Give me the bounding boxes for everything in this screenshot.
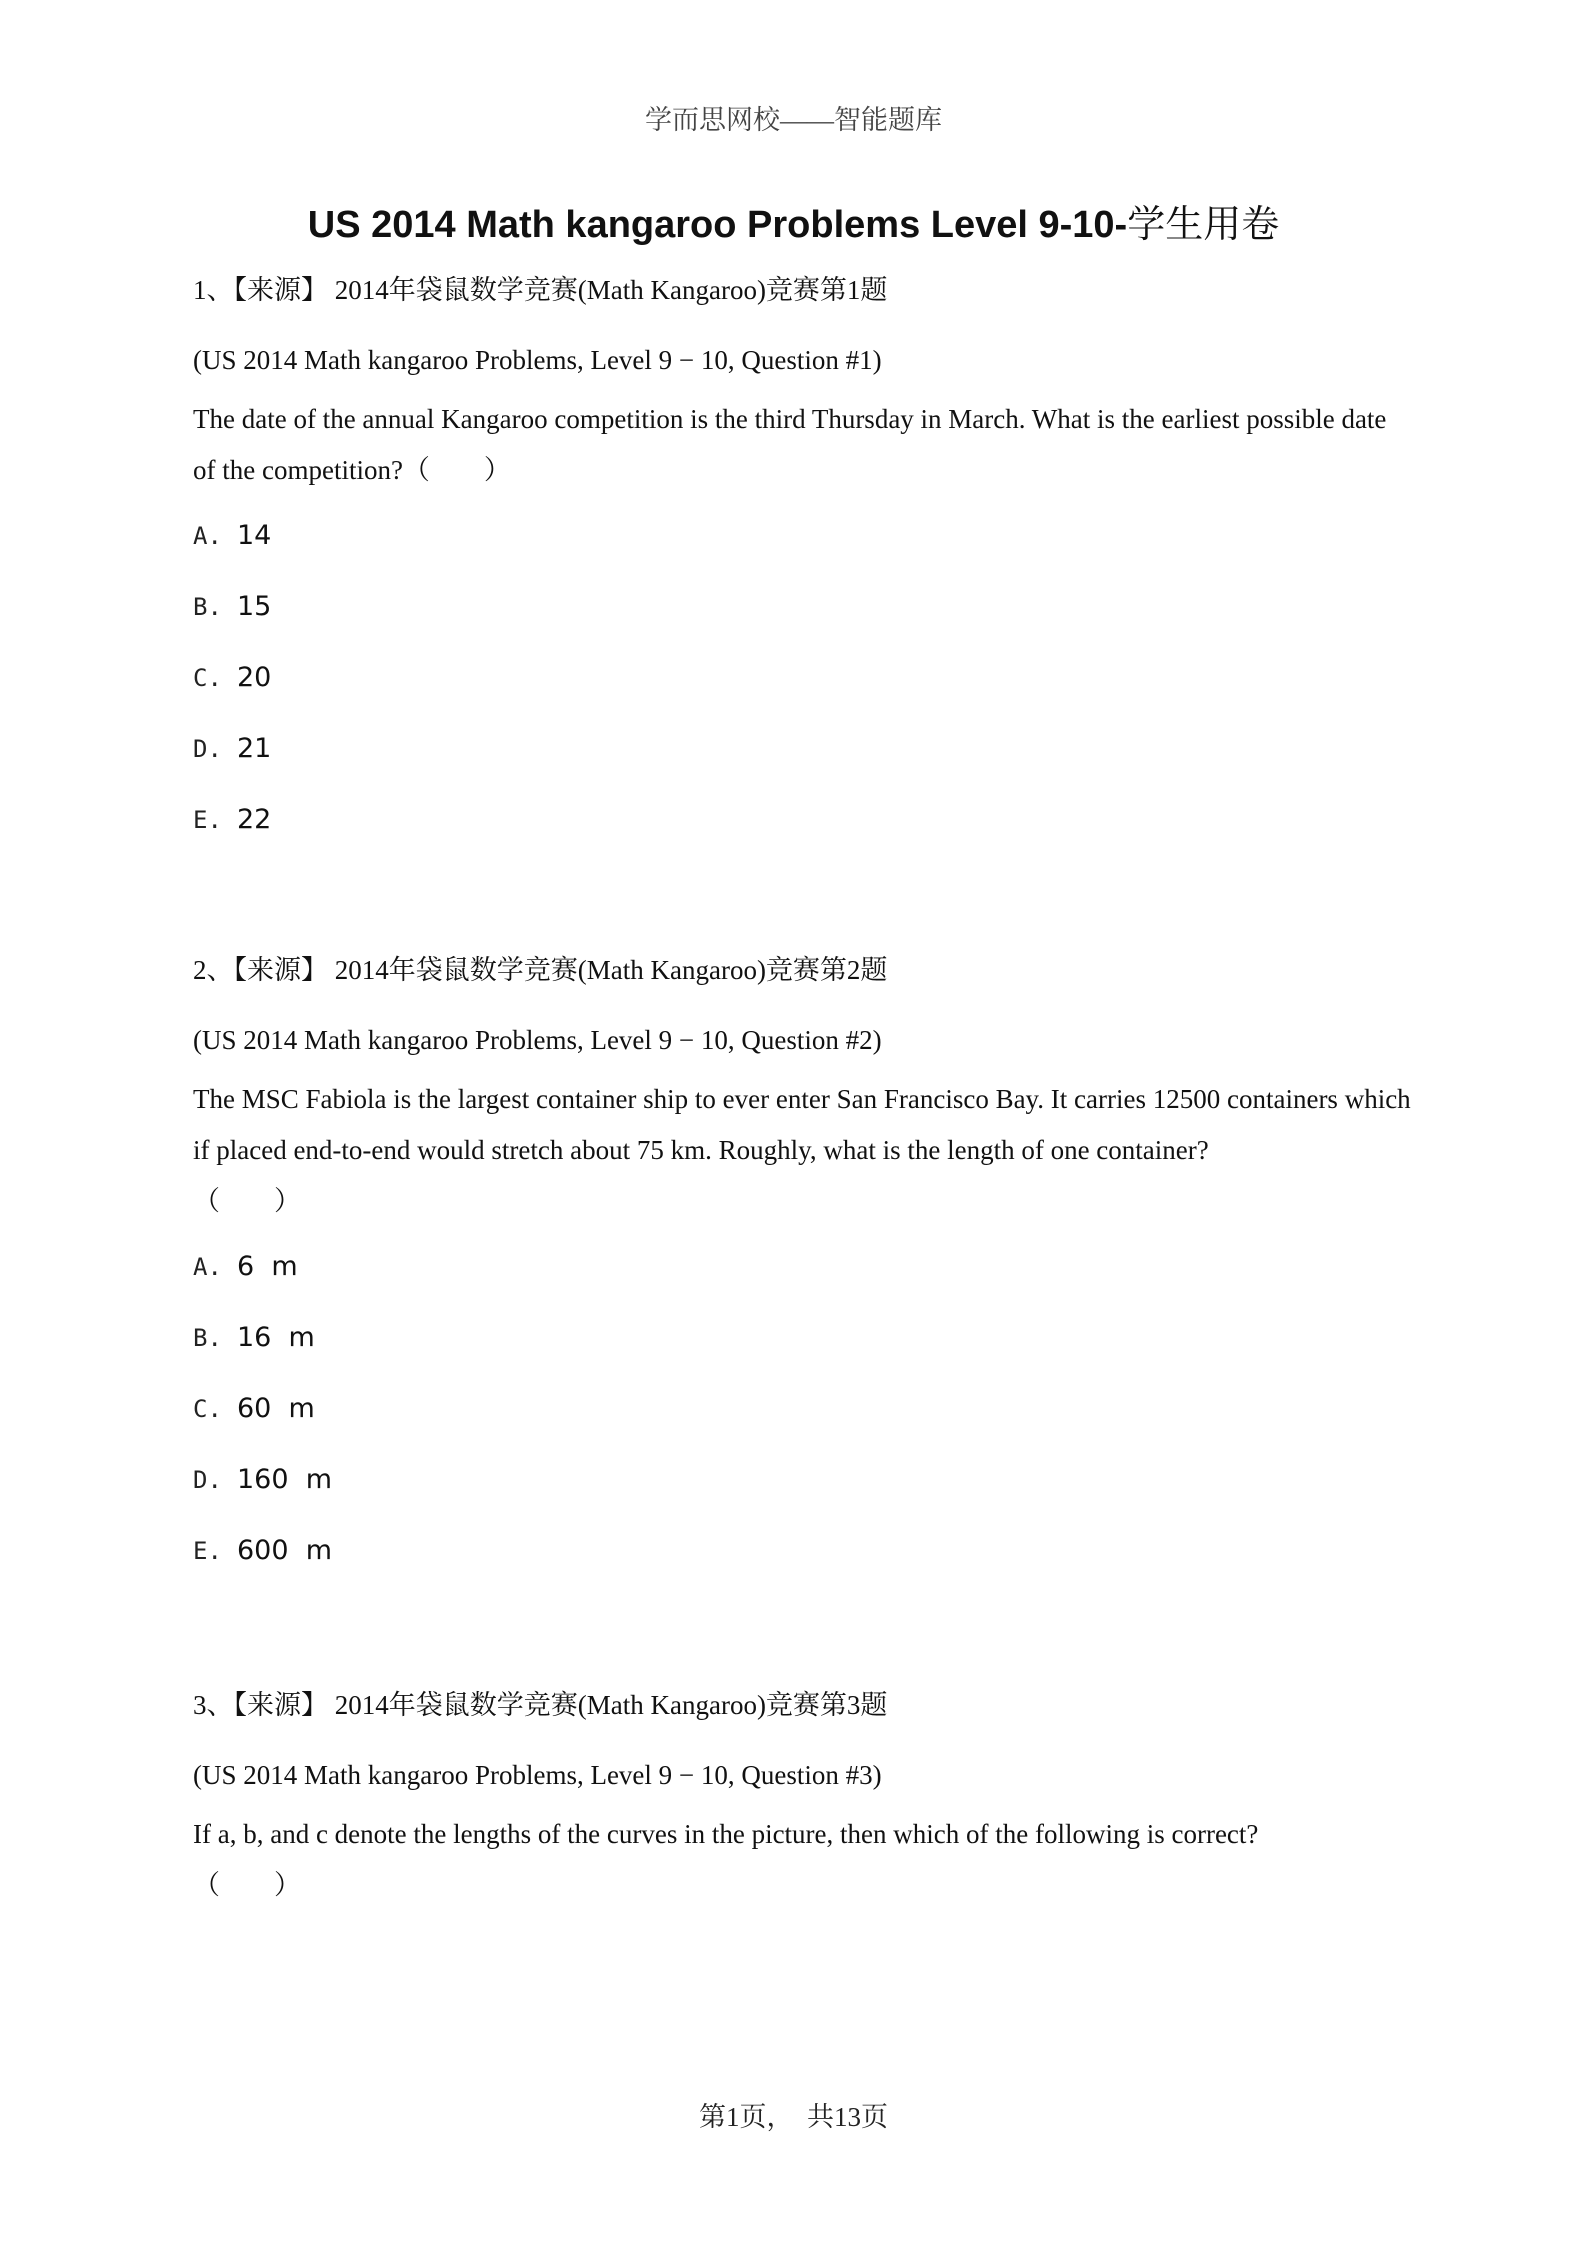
option-value: 22: [237, 804, 272, 835]
option-value: 600 m: [237, 1535, 333, 1566]
option-label: E.: [193, 806, 222, 834]
title-latin: US 2014 Math kangaroo Problems Level 9-10-: [307, 204, 1128, 246]
option-e[interactable]: [193, 1533, 1413, 1604]
option-d[interactable]: [193, 731, 1413, 802]
question-stem: The MSC Fabiola is the largest container ship to ever enter San Francisco Bay. It carries 12500 containers which if placed end-to-end would stretch about 75 km. Roughly, what is the length of one container?: [193, 1084, 1411, 1165]
question-source: 1、【来源】 2014年袋鼠数学竞赛(Math Kangaroo)竞赛第1题: [193, 275, 888, 305]
option-value: 14: [237, 520, 272, 551]
option-label: A.: [193, 1253, 222, 1281]
answer-blank: （ ）: [193, 1186, 301, 1216]
question-1: [193, 272, 1413, 873]
option-label: D.: [193, 1466, 222, 1494]
option-value: 6 m: [237, 1251, 298, 1282]
option-label: C.: [193, 1395, 222, 1423]
page-title: [0, 193, 1587, 248]
question-reference: (US 2014 Math kangaroo Problems, Level 9 − 10, Question #1): [193, 345, 882, 375]
option-c[interactable]: [193, 1391, 1413, 1462]
question-3: [193, 1687, 1413, 1911]
question-source: 2、【来源】 2014年袋鼠数学竞赛(Math Kangaroo)竞赛第2题: [193, 955, 888, 985]
page-footer: 第1页， 共13页: [699, 2102, 888, 2132]
answer-blank: （ ）: [193, 1870, 301, 1900]
option-value: 20: [237, 662, 272, 693]
option-a[interactable]: [193, 1249, 1413, 1320]
option-list: [193, 518, 1413, 873]
option-value: 60 m: [237, 1393, 315, 1424]
question-2: [193, 952, 1413, 1604]
option-c[interactable]: [193, 660, 1413, 731]
option-label: B.: [193, 593, 222, 621]
option-b[interactable]: [193, 1320, 1413, 1391]
option-a[interactable]: [193, 518, 1413, 589]
option-label: E.: [193, 1537, 222, 1565]
option-value: 16 m: [237, 1322, 315, 1353]
option-label: D.: [193, 735, 222, 763]
question-stem: The date of the annual Kangaroo competition is the third Thursday in March. What is the earliest possible date of the competition?（ ）: [193, 404, 1387, 485]
page-header: 学而思网校——智能题库: [645, 105, 942, 135]
option-label: A.: [193, 522, 222, 550]
option-list: [193, 1249, 1413, 1604]
question-source: 3、【来源】 2014年袋鼠数学竞赛(Math Kangaroo)竞赛第3题: [193, 1690, 888, 1720]
title-cjk: 学生用卷: [1127, 202, 1280, 246]
option-e[interactable]: [193, 802, 1413, 873]
option-value: 21: [237, 733, 272, 764]
question-reference: (US 2014 Math kangaroo Problems, Level 9 − 10, Question #3): [193, 1760, 882, 1790]
question-reference: (US 2014 Math kangaroo Problems, Level 9 − 10, Question #2): [193, 1025, 882, 1055]
option-value: 160 m: [237, 1464, 333, 1495]
option-label: C.: [193, 664, 222, 692]
option-value: 15: [237, 591, 272, 622]
option-d[interactable]: [193, 1462, 1413, 1533]
option-label: B.: [193, 1324, 222, 1352]
option-b[interactable]: [193, 589, 1413, 660]
question-stem: If a, b, and c denote the lengths of the curves in the picture, then which of the following is correct?: [193, 1819, 1259, 1849]
